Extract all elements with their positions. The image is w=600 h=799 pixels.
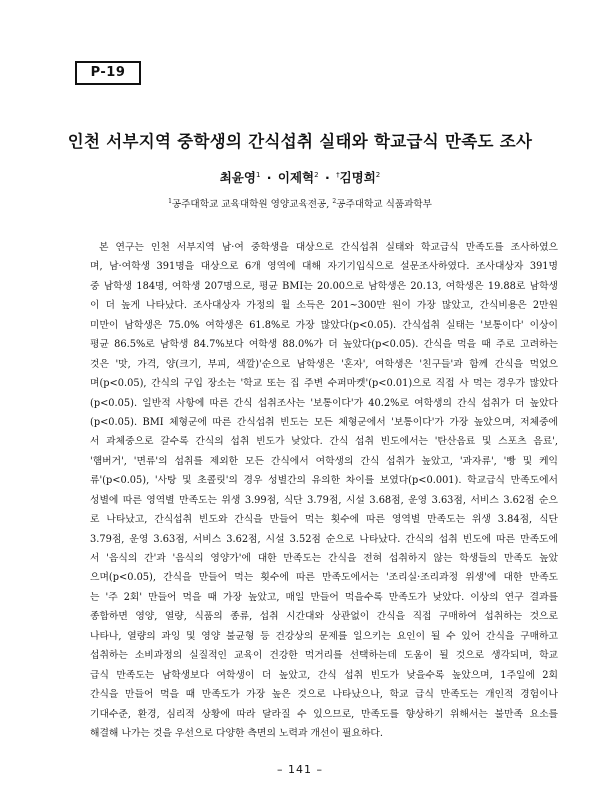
- abstract-line: 것은 '맛, 가격, 양(크기, 부피, 색깔)'순으로 남학생은 '혼자', 여학생은 '친구들'과 함께 간식을 먹었으: [90, 358, 558, 370]
- abstract-line: 는 '주 2회' 만들어 먹을 때 가장 높았고, 매일 만들어 먹을수록 만족도가 낮았다. 이상의 연구 결과를: [90, 591, 558, 603]
- abstract-line: 3.79점, 운영 3.63점, 서비스 3.62점, 시설 3.52점 순으로 나타났다. 간식의 섭취 빈도에 따른 만족도에: [90, 533, 558, 545]
- affiliations: [40, 196, 560, 210]
- abstract-line: 서 '음식의 간'과 '음식의 영양가'에 대한 만족도는 간식을 전혀 섭취하지 않는 학생들의 만족도 높았: [90, 553, 558, 564]
- affiliation-text: 공주대학교 교육대학원 영양교육전공,: [171, 199, 333, 210]
- author-affiliation-mark: 2: [314, 170, 319, 179]
- abstract-line: 미만이 남학생은 75.0% 여학생은 61.8%로 가장 많았다(p<0.05). 간식섭취 실태는 '보통이다' 이상이: [90, 319, 558, 331]
- abstract-line: 이 더 높게 나타났다. 조사대상자 가정의 월 소득은 201~300만 원이 가장 많았고, 간식비용은 2만원: [90, 300, 558, 312]
- abstract-line: 간식을 만들어 먹을 때 만족도가 가장 높은 것으로 나타났으나, 학교 급식 만족도는 개인적 경험이나: [90, 689, 558, 701]
- abstract-line: 본 연구는 인천 서부지역 남·여 중학생을 대상으로 간식섭취 실태와 학교급식 만족도를 조사하였으: [99, 242, 558, 253]
- paper-title: 인천 서부지역 중학생의 간식섭취 실태와 학교급식 만족도 조사: [67, 132, 533, 151]
- abstract-line: 류'(p<0.05), '사탕 및 초콜릿'의 경우 성별간의 유의한 차이를 보였다(p<0.001). 학교급식 만족도에서: [90, 475, 558, 487]
- abstract-line: 로 나타났고, 간식섭취 빈도와 간식을 만들어 먹는 횟수에 따른 영역별 만족도는 위생 3.84점, 식단: [90, 514, 558, 526]
- poster-number-label: P-19: [75, 61, 141, 85]
- abstract-line: 평균 86.5%로 남학생 84.7%보다 여학생 88.0%가 더 높았다(p<0.05). 간식을 먹을 때 주로 고려하는: [90, 339, 558, 351]
- abstract-line: 해결해 나가는 것을 우선으로 다양한 측면의 노력과 개선이 필요하다.: [90, 727, 384, 739]
- affiliation-text: 공주대학교 식품과학부: [336, 199, 432, 210]
- affiliation-mark: 1: [168, 197, 172, 205]
- author-list: [40, 168, 560, 186]
- abstract-line: 며, 남·여학생 391명을 대상으로 6개 영역에 대해 자기기입식으로 설문조사하였다. 조사대상자 391명: [90, 261, 558, 273]
- page-number: – 141 –: [277, 763, 323, 776]
- corresponding-author-mark: †: [336, 170, 340, 179]
- abstract-line: 중 남학생 184명, 여학생 207명으로, 평균 BMI는 20.00으로 남학생은 20.13, 여학생은 19.88로 남학생: [90, 280, 558, 292]
- author-separator: ·: [266, 170, 272, 185]
- affiliation-mark: 2: [332, 197, 337, 205]
- author-affiliation-mark: 2: [375, 170, 381, 179]
- abstract-line: 나타나, 열량의 과잉 및 영양 불균형 등 건강상의 문제를 일으키는 요인이 될 수 있어 간식을 구매하고: [90, 630, 558, 642]
- abstract-line: 며(p<0.05), 간식의 구입 장소는 '학교 또는 집 주변 수퍼마켓'(p<0.01)으로 직접 사 먹는 경우가 많았다: [90, 378, 558, 390]
- abstract-line: 기대수준, 환경, 심리적 상황에 따라 달라질 수 있으므로, 만족도를 향상하기 위해서는 불만족 요소를: [90, 708, 558, 720]
- abstract-line: 섭취하는 소비과정의 실질적인 교육이 건강한 먹거리를 선택하는데 도움이 될 것으로 생각되며, 학교: [90, 650, 558, 662]
- abstract-line: (p<0.05). BMI 체형군에 따른 간식섭취 빈도는 모든 체형군에서 '보통이다'가 가장 높았으며, 저체중에: [90, 416, 558, 428]
- abstract-line: 서 과체중으로 갈수록 간식의 섭취 빈도가 낮았다. 간식 섭취 빈도에서는 '탄산음료 및 스포츠 음료',: [90, 436, 558, 448]
- abstract-line: 성별에 따른 영역별 만족도는 위생 3.99점, 식단 3.79점, 시설 3.68점, 운영 3.63점, 서비스 3.62점 순으: [90, 494, 558, 506]
- abstract-line: 으며(p<0.05), 간식을 만들어 먹는 횟수에 따른 만족도에서는 '조리실·조리과정 위생'에 대한 만족도: [90, 572, 558, 584]
- abstract-line: '햄버거', '면류'의 섭취를 제외한 모든 간식에서 여학생의 간식 섭취가 높았고, '과자류', '빵 및 케익: [90, 455, 558, 467]
- abstract-body: [90, 238, 558, 743]
- author-name: 김명희: [339, 170, 376, 185]
- author-affiliation-mark: 1: [255, 170, 261, 179]
- abstract-line: 급식 만족도는 남학생보다 여학생이 더 높았고, 간식 섭취 빈도가 낮을수록 높았으며, 1주일에 2회: [90, 669, 558, 681]
- author-separator: ·: [324, 170, 330, 185]
- abstract-line: 종합하면 영양, 열량, 식품의 종류, 섭취 시간대와 상관없이 간식을 직접 구매하여 섭취하는 것으로: [90, 611, 558, 623]
- author-name: 이제혁: [277, 170, 315, 185]
- abstract-line: (p<0.05). 일반적 사항에 따른 간식 섭취조사는 '보통이다'가 40.2%로 여학생의 간식 섭취가 더 높았다: [90, 397, 558, 409]
- author-name: 최윤영: [219, 170, 256, 185]
